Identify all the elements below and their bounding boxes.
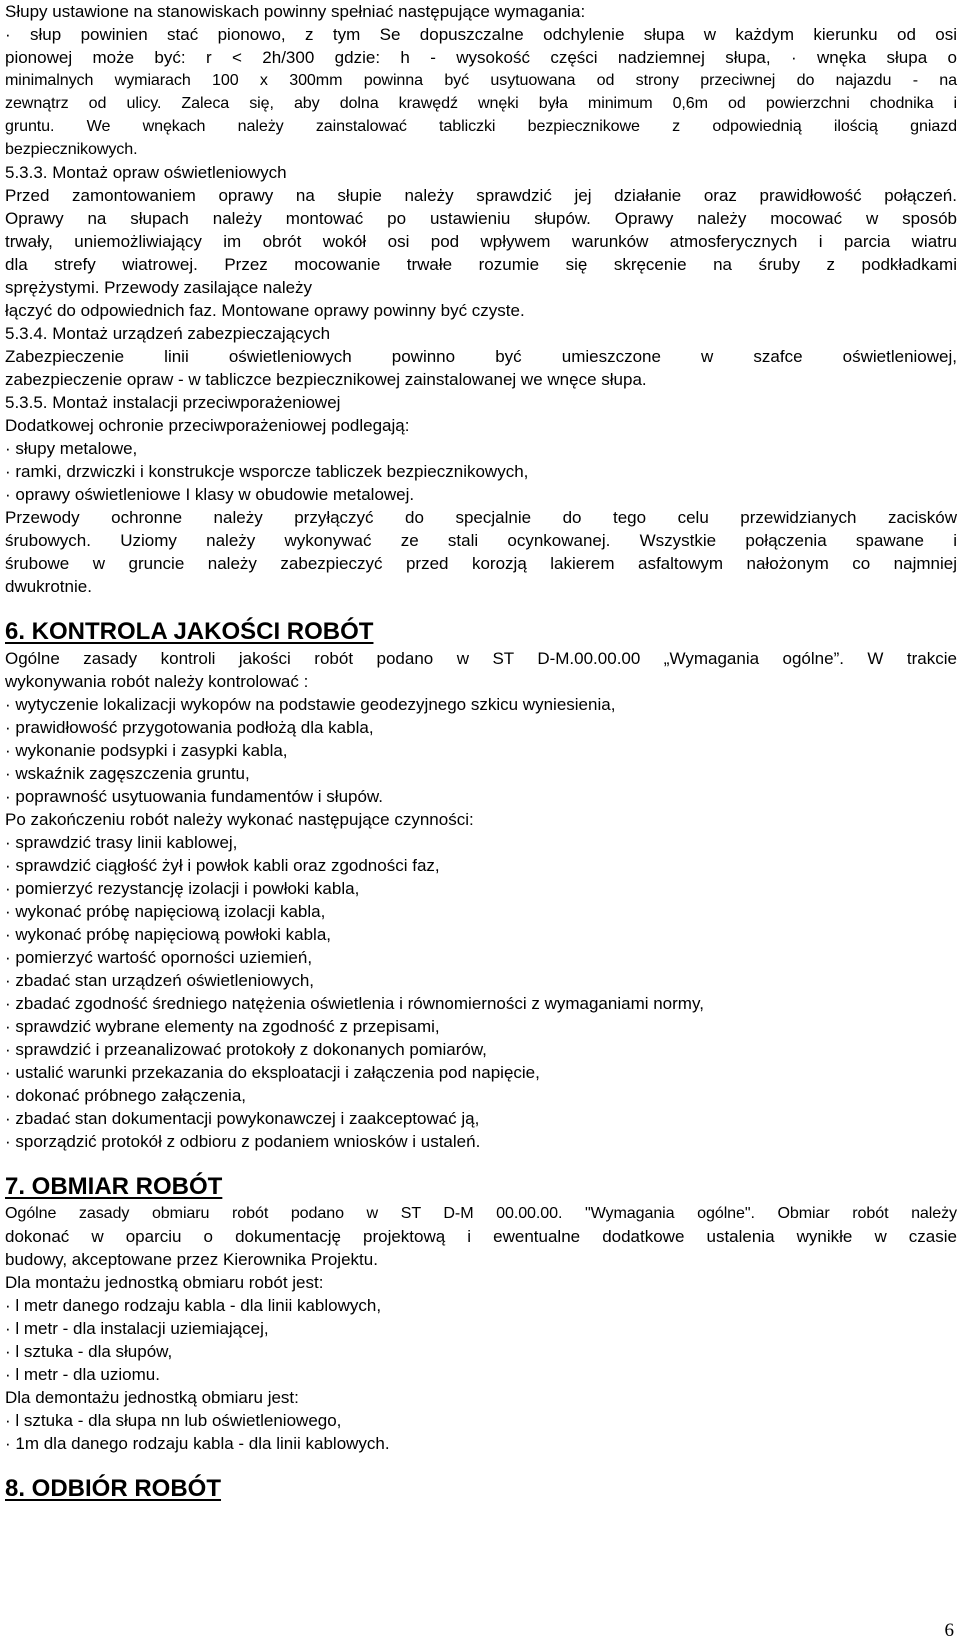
text-line: Przewody ochronne należy przyłączyć do specjalnie do tego celu przewidzianych zacisków [5,508,957,527]
text-line: dokonać w oparciu o dokumentację projektową i ewentualne dodatkowe ustalenia wynikłe w czasie [5,1227,957,1246]
list-item: · l sztuka - dla słupów, [5,1342,173,1361]
page-number: 6 [944,1620,954,1641]
text-line: zabezpieczenie opraw - w tabliczce bezpiecznikowej zainstalowanej we wnęce słupa. [5,370,647,389]
list-item: · wykonanie podsypki i zasypki kabla, [5,741,288,760]
list-item: · zbadać zgodność średniego natężenia oświetlenia i równomierności z wymaganiami normy, [5,994,704,1013]
text-line: Ogólne zasady obmiaru robót podano w ST D-M 00.00.00. "Wymagania ogólne". Obmiar robót należy [5,1204,957,1222]
text-line: śrubowe w gruncie należy zabezpieczyć przed korozją lakierem asfaltowym nałożonym co najmniej [5,554,957,573]
text-line: śrubowych. Uziomy należy wykonywać ze stali ocynkowanej. Wszystkie połączenia spawane i [5,531,957,550]
list-item: · wskaźnik zagęszczenia gruntu, [5,764,250,783]
paragraph-pole-requirements [5,0,957,161]
text-line: Oprawy na słupach należy montować po ustawieniu słupów. Oprawy należy mocować w sposób [5,209,957,228]
text-line: Dla montażu jednostką obmiaru robót jest: [5,1273,324,1292]
list-item: · l metr - dla instalacji uziemiającej, [5,1319,269,1338]
list-item: · sporządzić protokół z odbioru z podaniem wniosków i ustaleń. [5,1132,481,1151]
list-item: · prawidłowość przygotowania podłożą dla kabla, [5,718,374,737]
text-line: gruntu. We wnękach należy zainstalować tabliczki bezpiecznikowe z odpowiednią ilością gniazd [5,117,957,135]
text-line: Ogólne zasady kontroli jakości robót podano w ST D-M.00.00.00 „Wymagania ogólne”. W trakcie [5,649,957,668]
section-heading: 7. OBMIAR ROBÓT [5,1173,223,1200]
section-heading: 8. ODBIÓR ROBÓT [5,1475,222,1502]
document-body [5,0,957,1504]
list-item: · wytyczenie lokalizacji wykopów na podstawie geodezyjnego szkicu wyniesienia, [5,695,616,714]
text-line: Po zakończeniu robót należy wykonać następujące czynności: [5,810,474,829]
text-line: dwukrotnie. [5,577,92,596]
list-item: · oprawy oświetleniowe I klasy w obudowie metalowej. [5,485,415,504]
section-6-quality-control [5,618,957,1153]
list-item: · l metr - dla uziomu. [5,1365,160,1384]
list-item: · dokonać próbnego załączenia, [5,1086,246,1105]
text-line: dla strefy wiatrowej. Przez mocowanie trwałe rozumie się skręcenie na śruby z podkładkami [5,255,957,274]
text-line: pionowej może być: r < 2h/300 gdzie: h - wysokość części nadziemnej słupa, · wnęka słupa o [5,48,957,67]
text-line: Słupy ustawione na stanowiskach powinny spełniać następujące wymagania: [5,2,586,21]
text-line: Dodatkowej ochronie przeciwporażeniowej podlegają: [5,416,410,435]
list-item: · l sztuka - dla słupa nn lub oświetleniowego, [5,1411,342,1430]
text-line: Przed zamontowaniem oprawy na słupie należy sprawdzić jej działanie oraz prawidłowość połączeń. [5,186,957,205]
text-line: minimalnych wymiarach 100 x 300mm powinna być usytuowana od strony przeciwnej do najazdu - na [5,71,957,89]
text-line: sprężystymi. Przewody zasilające należy [5,278,313,297]
section-5-3-installation [5,161,957,598]
list-item: · poprawność usytuowania fundamentów i słupów. [5,787,383,806]
text-line: wykonywania robót należy kontrolować : [5,672,309,691]
list-item: · wykonać próbę napięciową powłoki kabla, [5,925,332,944]
list-item: · wykonać próbę napięciową izolacji kabla, [5,902,326,921]
list-item: · słupy metalowe, [5,439,138,458]
text-line: zewnątrz od ulicy. Zaleca się, aby dolna krawędź wnęki była minimum 0,6m od powierzchni chodnika i [5,94,957,112]
text-line: Zabezpieczenie linii oświetleniowych powinno być umieszczone w szafce oświetleniowej, [5,347,957,366]
list-item: · zbadać stan dokumentacji powykonawczej i zaakceptować ją, [5,1109,480,1128]
list-item: · sprawdzić trasy linii kablowej, [5,833,238,852]
list-item: · l metr danego rodzaju kabla - dla linii kablowych, [5,1296,382,1315]
subsection-heading: 5.3.3. Montaż opraw oświetleniowych [5,163,287,182]
text-line: trwały, uniemożliwiający im obrót wokół osi pod wpływem warunków atmosferycznych i parcia wiatru [5,232,957,251]
text-line: łączyć do odpowiednich faz. Montowane oprawy powinny być czyste. [5,301,525,320]
text-line: budowy, akceptowane przez Kierownika Projektu. [5,1250,378,1269]
text-line: · słup powinien stać pionowo, z tym Se dopuszczalne odchylenie słupa w każdym kierunku od osi [5,25,957,44]
list-item: · ustalić warunki przekazania do eksploatacji i załączenia pod napięcie, [5,1063,540,1082]
list-item: · 1m dla danego rodzaju kabla - dla linii kablowych. [5,1434,390,1453]
text-line: Dla demontażu jednostką obmiaru jest: [5,1388,299,1407]
text-line: bezpiecznikowych. [5,140,138,158]
section-heading: 6. KONTROLA JAKOŚCI ROBÓT [5,618,374,645]
spacer [5,1455,957,1473]
list-item: · ramki, drzwiczki i konstrukcje wsporcze tabliczek bezpiecznikowych, [5,462,529,481]
list-item: · pomierzyć rezystancję izolacji i powłoki kabla, [5,879,360,898]
subsection-heading: 5.3.5. Montaż instalacji przeciwporażeniowej [5,393,341,412]
list-item: · sprawdzić i przeanalizować protokoły z dokonanych pomiarów, [5,1040,487,1059]
list-item: · sprawdzić wybrane elementy na zgodność z przepisami, [5,1017,440,1036]
spacer [5,1153,957,1171]
spacer [5,598,957,616]
section-7-measurement [5,1173,957,1455]
list-item: · zbadać stan urządzeń oświetleniowych, [5,971,314,990]
section-8-acceptance [5,1475,957,1503]
list-item: · pomierzyć wartość oporności uziemień, [5,948,313,967]
subsection-heading: 5.3.4. Montaż urządzeń zabezpieczających [5,324,331,343]
list-item: · sprawdzić ciągłość żył i powłok kabli oraz zgodności faz, [5,856,440,875]
